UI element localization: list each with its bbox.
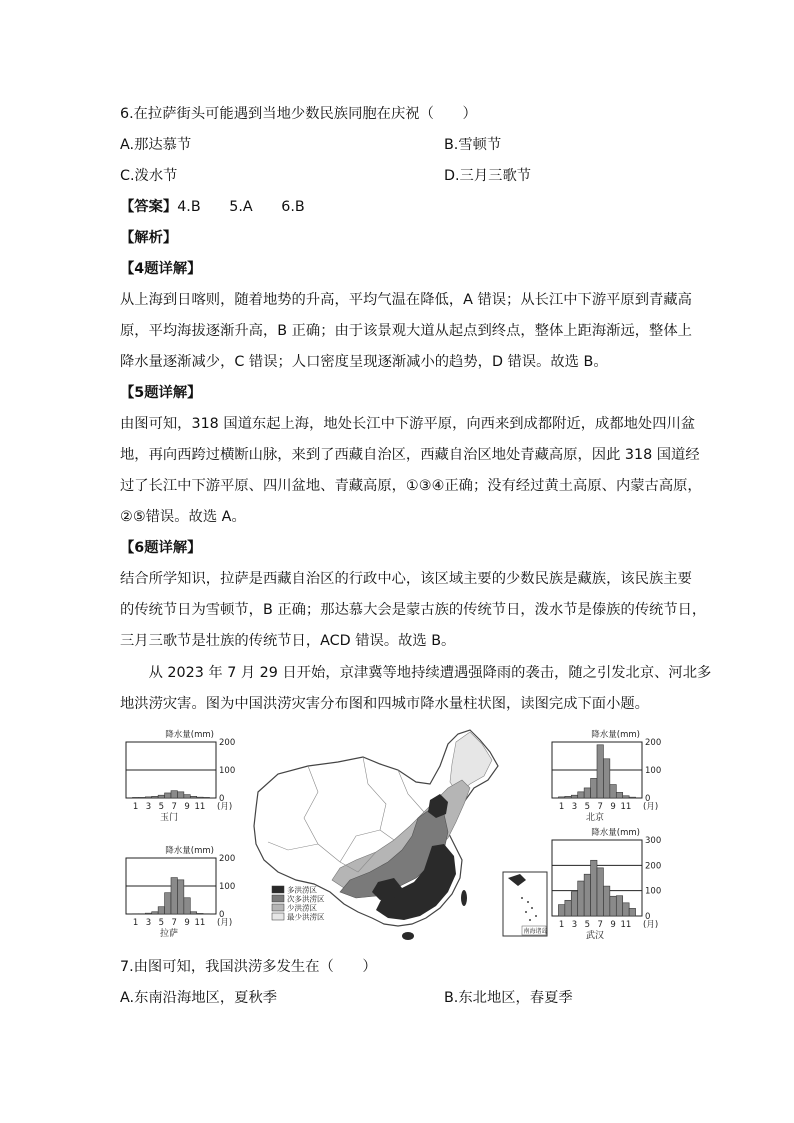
legend-swatch-most	[272, 886, 284, 893]
answer-line	[120, 197, 305, 217]
chart-ytick-label: 0	[645, 794, 651, 804]
precip-bar	[177, 880, 183, 914]
precip-bar	[584, 874, 590, 916]
precip-bar	[158, 795, 164, 798]
chart-ytick-label: 300	[645, 836, 662, 846]
precip-bar	[616, 792, 622, 798]
inset-label: 南海诸岛	[523, 928, 548, 935]
precip-bar	[165, 893, 171, 914]
chart-ytick-label: 200	[219, 854, 236, 864]
precip-bar	[165, 793, 171, 798]
precip-bar	[171, 791, 177, 798]
precip-bar	[578, 881, 584, 916]
taiwan-island	[461, 890, 467, 906]
precip-bar	[565, 796, 571, 798]
precip-bar	[177, 792, 183, 798]
precip-chart-2	[552, 729, 661, 823]
precip-bar	[591, 860, 597, 916]
q6-detail-line: 结合所学知识，拉萨是西藏自治区的行政中心，该区域主要的少数民族是藏族，该民族主要	[120, 571, 692, 587]
chart-ytick-label: 0	[219, 794, 225, 804]
chart-ytick-label: 200	[219, 738, 236, 748]
flood-figure-svg	[118, 722, 678, 947]
hainan-island	[402, 932, 414, 940]
q5-line: 过了长江中下游平原、四川盆地、青藏高原，①③④正确；没有经过黄土高原、内蒙古高原，	[120, 478, 702, 494]
precip-bar	[145, 913, 151, 914]
precip-bar	[578, 792, 584, 798]
precip-bar	[610, 785, 616, 798]
chart-xtick-label: 11	[620, 802, 632, 812]
chart-xtick-label: 11	[620, 920, 632, 930]
chart-xlabel: (月)	[217, 802, 233, 812]
chart-ytick-label: 100	[219, 882, 236, 892]
chart-xtick-label: 5	[158, 802, 165, 812]
q4-line: 从上海到日喀则，随着地势的升高，平均气温在降低，A 错误；从长江中下游平原到青藏高	[120, 292, 692, 308]
precip-bar	[603, 759, 609, 798]
precip-bar	[629, 797, 635, 798]
chart-city-name: 北京	[585, 813, 605, 823]
precip-bar	[203, 797, 209, 798]
precip-bar	[197, 913, 203, 914]
flood-figure	[118, 722, 678, 947]
q4-heading: 【4题详解】	[120, 261, 202, 277]
legend-label-most: 多洪涝区	[287, 885, 317, 895]
chart-xtick-label: 1	[558, 802, 565, 812]
precip-bar	[171, 878, 177, 914]
chart-xtick-label: 3	[571, 920, 578, 930]
china-map	[254, 730, 548, 940]
precip-bar	[603, 886, 609, 916]
chart-xtick-label: 11	[194, 802, 206, 812]
precip-bar	[132, 797, 138, 798]
chart-ytick-label: 100	[645, 886, 662, 897]
chart-ytick-label: 200	[645, 738, 662, 748]
chart-xtick-label: 1	[132, 918, 139, 928]
chart-xtick-label: 7	[171, 918, 177, 928]
precip-bar	[571, 892, 577, 916]
chart-xtick-label: 5	[584, 802, 591, 812]
q5-heading: 【5题详解】	[120, 385, 202, 401]
intro-line: 地洪涝灾害。图为中国洪涝灾害分布图和四城市降水量柱状图，读图完成下面小题。	[120, 696, 649, 712]
precip-bar	[623, 796, 629, 798]
chart-xtick-label: 9	[610, 920, 616, 930]
south-sea-inset	[503, 872, 548, 936]
q6-stem: 6.在拉萨街头可能遇到当地少数民族同胞在庆祝（ ）	[120, 106, 477, 122]
chart-xlabel: (月)	[217, 918, 233, 928]
chart-xtick-label: 11	[194, 918, 206, 928]
precip-bar	[558, 905, 564, 916]
chart-ytick-label: 100	[645, 766, 662, 776]
chart-ylabel: 降水量(mm)	[591, 828, 640, 838]
chart-xtick-label: 3	[571, 802, 578, 812]
answer-values: 4.B 5.A 6.B	[177, 199, 305, 215]
precip-bar	[565, 900, 571, 916]
chart-xtick-label: 1	[558, 920, 565, 930]
chart-ylabel: 降水量(mm)	[165, 846, 214, 856]
answer-label: 【答案】	[120, 199, 178, 215]
precip-bar	[145, 797, 151, 798]
chart-xtick-label: 1	[132, 802, 139, 812]
chart-xtick-label: 3	[145, 802, 152, 812]
precip-bar	[571, 795, 577, 798]
precip-bar	[597, 745, 603, 798]
precip-bar	[584, 788, 590, 798]
q6-option-c: C.泼水节	[120, 168, 178, 184]
legend-label-second: 次多洪涝区	[287, 894, 325, 904]
precip-bar	[190, 912, 196, 914]
legend-swatch-least	[272, 913, 284, 920]
q4-line: 原，平均海拔逐渐升高，B 正确；由于该景观大道从起点到终点，整体上距海渐远，整体上	[120, 323, 692, 339]
map-legend	[272, 885, 325, 922]
chart-xtick-label: 9	[610, 802, 616, 812]
precip-bar	[197, 797, 203, 798]
q5-line: 地，再向西跨过横断山脉，来到了西藏自治区，西藏自治区地处青藏高原，因此 318 国道经	[120, 447, 700, 463]
intro-line: 从 2023 年 7 月 29 日开始，京津冀等地持续遭遇强降雨的袭击，随之引发北京、河北多	[120, 665, 712, 681]
legend-swatch-second	[272, 895, 284, 902]
legend-swatch-less	[272, 904, 284, 911]
chart-xtick-label: 9	[184, 918, 190, 928]
q7-stem: 7.由图可知，我国洪涝多发生在（ ）	[120, 959, 377, 975]
chart-xlabel: (月)	[643, 920, 659, 930]
precip-bar	[629, 908, 635, 916]
precip-bar	[139, 797, 145, 798]
chart-city-name: 玉门	[159, 813, 179, 823]
chart-ylabel: 降水量(mm)	[165, 730, 214, 740]
q5-line: 由图可知，318 国道东起上海，地处长江中下游平原，向西来到成都附近，成都地处四川盆	[120, 416, 696, 432]
q6-detail-line: 的传统节日为雪顿节，B 正确；那达慕大会是蒙古族的传统节日，泼水节是傣族的传统节日，	[120, 602, 707, 618]
q5-line: ②⑤错误。故选 A。	[120, 509, 246, 525]
chart-ytick-label: 200	[645, 861, 662, 872]
chart-xtick-label: 3	[145, 918, 152, 928]
chart-xtick-label: 5	[158, 918, 165, 928]
analysis-label: 【解析】	[120, 230, 178, 246]
precip-bar	[184, 898, 190, 914]
precip-bar	[597, 868, 603, 916]
precip-bar	[152, 912, 158, 914]
chart-xlabel: (月)	[643, 802, 659, 812]
precip-bar	[623, 903, 629, 916]
chart-xtick-label: 9	[184, 802, 190, 812]
chart-city-name: 武汉	[585, 931, 605, 941]
precip-bar	[152, 796, 158, 798]
precip-chart-1	[126, 729, 235, 823]
chart-city-name: 拉萨	[159, 929, 179, 939]
q6-detail-heading: 【6题详解】	[120, 540, 202, 556]
precip-bar	[558, 797, 564, 798]
chart-xtick-label: 5	[584, 920, 591, 930]
precip-bar	[610, 896, 616, 916]
legend-label-least: 最少洪涝区	[287, 912, 325, 922]
q4-line: 降水量逐渐减少，C 错误；人口密度呈现逐渐减小的趋势，D 错误。故选 B。	[120, 354, 608, 370]
chart-ylabel: 降水量(mm)	[591, 730, 640, 740]
q6-detail-line: 三月三歌节是壮族的传统节日，ACD 错误。故选 B。	[120, 633, 456, 649]
chart-ytick-label: 100	[219, 766, 236, 776]
chart-ytick-label: 0	[219, 910, 225, 920]
q6-option-d: D.三月三歌节	[444, 168, 532, 184]
precip-bar	[184, 795, 190, 798]
precip-bar	[591, 778, 597, 798]
q7-option-a: A.东南沿海地区，夏秋季	[120, 990, 278, 1006]
q7-option-b: B.东北地区，春夏季	[444, 990, 573, 1006]
chart-ytick-label: 0	[645, 912, 651, 922]
precip-bar	[158, 907, 164, 914]
chart-xtick-label: 7	[597, 802, 603, 812]
q6-option-b: B.雪顿节	[444, 137, 502, 153]
precip-bar	[190, 796, 196, 798]
precip-chart-3	[126, 845, 235, 939]
precip-chart-4	[552, 827, 661, 941]
precip-bar	[616, 896, 622, 916]
chart-xtick-label: 7	[597, 920, 603, 930]
q6-option-a: A.那达慕节	[120, 137, 192, 153]
chart-xtick-label: 7	[171, 802, 177, 812]
legend-label-less: 少洪涝区	[287, 903, 317, 913]
